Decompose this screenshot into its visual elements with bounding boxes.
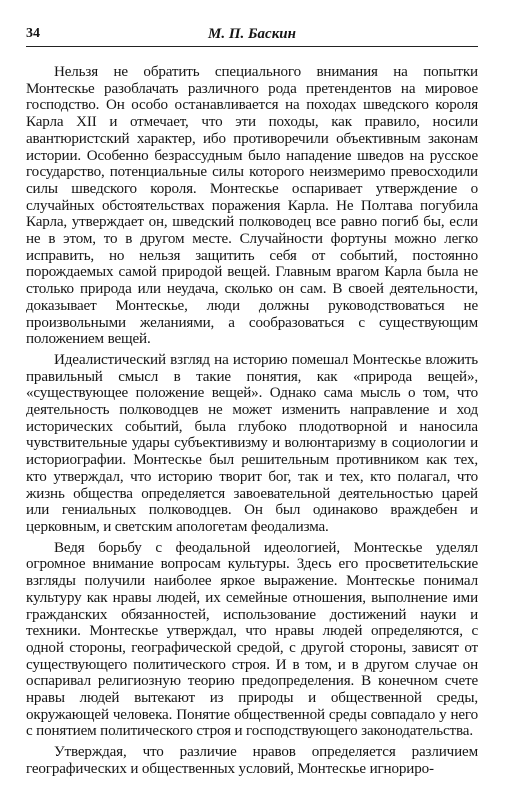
book-page (26, 24, 478, 782)
running-head: М. П. Баскин (208, 26, 296, 42)
paragraph: Идеалистический взгляд на историю помешал Монтескье вложить правильный смысл в такие понятия, как «природа вещей», «существующее положение вещей». Однако сама мысль о том, что деятельность полководцев не может изменить направление и ход исторических событий, была глубоко плодотворной и наносила чувствительные удары субъективизму и волюнтаризму в социологии и историографии. Монтескье был решительным противником как тех, кто утверждал, что историю творит бог, так и тех, кто полагал, что жизнь общества определяется завоевательной деятельностью царей или гениальных полководцев. Он был одинаково враждебен и церковным, и светским апологетам феодализма. (26, 351, 478, 535)
paragraph: Ведя борьбу с феодальной идеологией, Монтескье уделял огромное внимание вопросам культуры. Здесь его просветительские взгляды получили наиболее яркое выражение. Монтескье понимал культуру как нравы людей, их семейные отношения, выполнение ими гражданских обязанностей, использование достижений науки и техники. Монтескье утверждал, что нравы людей определяются, с одной стороны, географической средой, с другой стороны, зависят от существующего политического строя. И в том, и в другом случае он оспаривал религиозную теорию предопределения. В конечном счете нравы людей вытекают из природы и общественной среды, окружающей человека. Понятие общественной среды совпадало у него с понятием политического строя и господствующего законодательства. (26, 539, 478, 740)
page-header (26, 24, 478, 47)
paragraph: Нельзя не обратить специального внимания на попытки Монтескье разоблачать различного рода претендентов на мировое господство. Он особо останавливается на походах шведского короля Карла XII и отмечает, что эти походы, как правило, носили авантюристский характер, ибо противоречили объективным законам истории. Особенно безрассудным было нападение шведов на русское государство, потенциальные силы которого неизмеримо превосходили силы шведского короля. Монтескье оспаривает утверждение о случайных обстоятельствах поражения Карла. Не Полтава погубила Карла, утверждает он, шведский полководец все равно погиб бы, если не в этом, то в другом месте. Случайности фортуны можно легко исправить, но нельзя защитить себя от событий, постоянно порождаемых самой природой вещей. Главным врагом Карла была не столько природа или неудача, сколько он сам. В своей деятельности, доказывает Монтескье, люди должны руководствоваться не произвольными желаниями, а сообразоваться с существующим положением вещей. (26, 64, 478, 348)
paragraph: Утверждая, что различие нравов определяется различием географических и общественных условий, Монтескье игнориро- (26, 744, 478, 777)
page-number: 34 (26, 26, 40, 41)
body-text (26, 64, 478, 778)
